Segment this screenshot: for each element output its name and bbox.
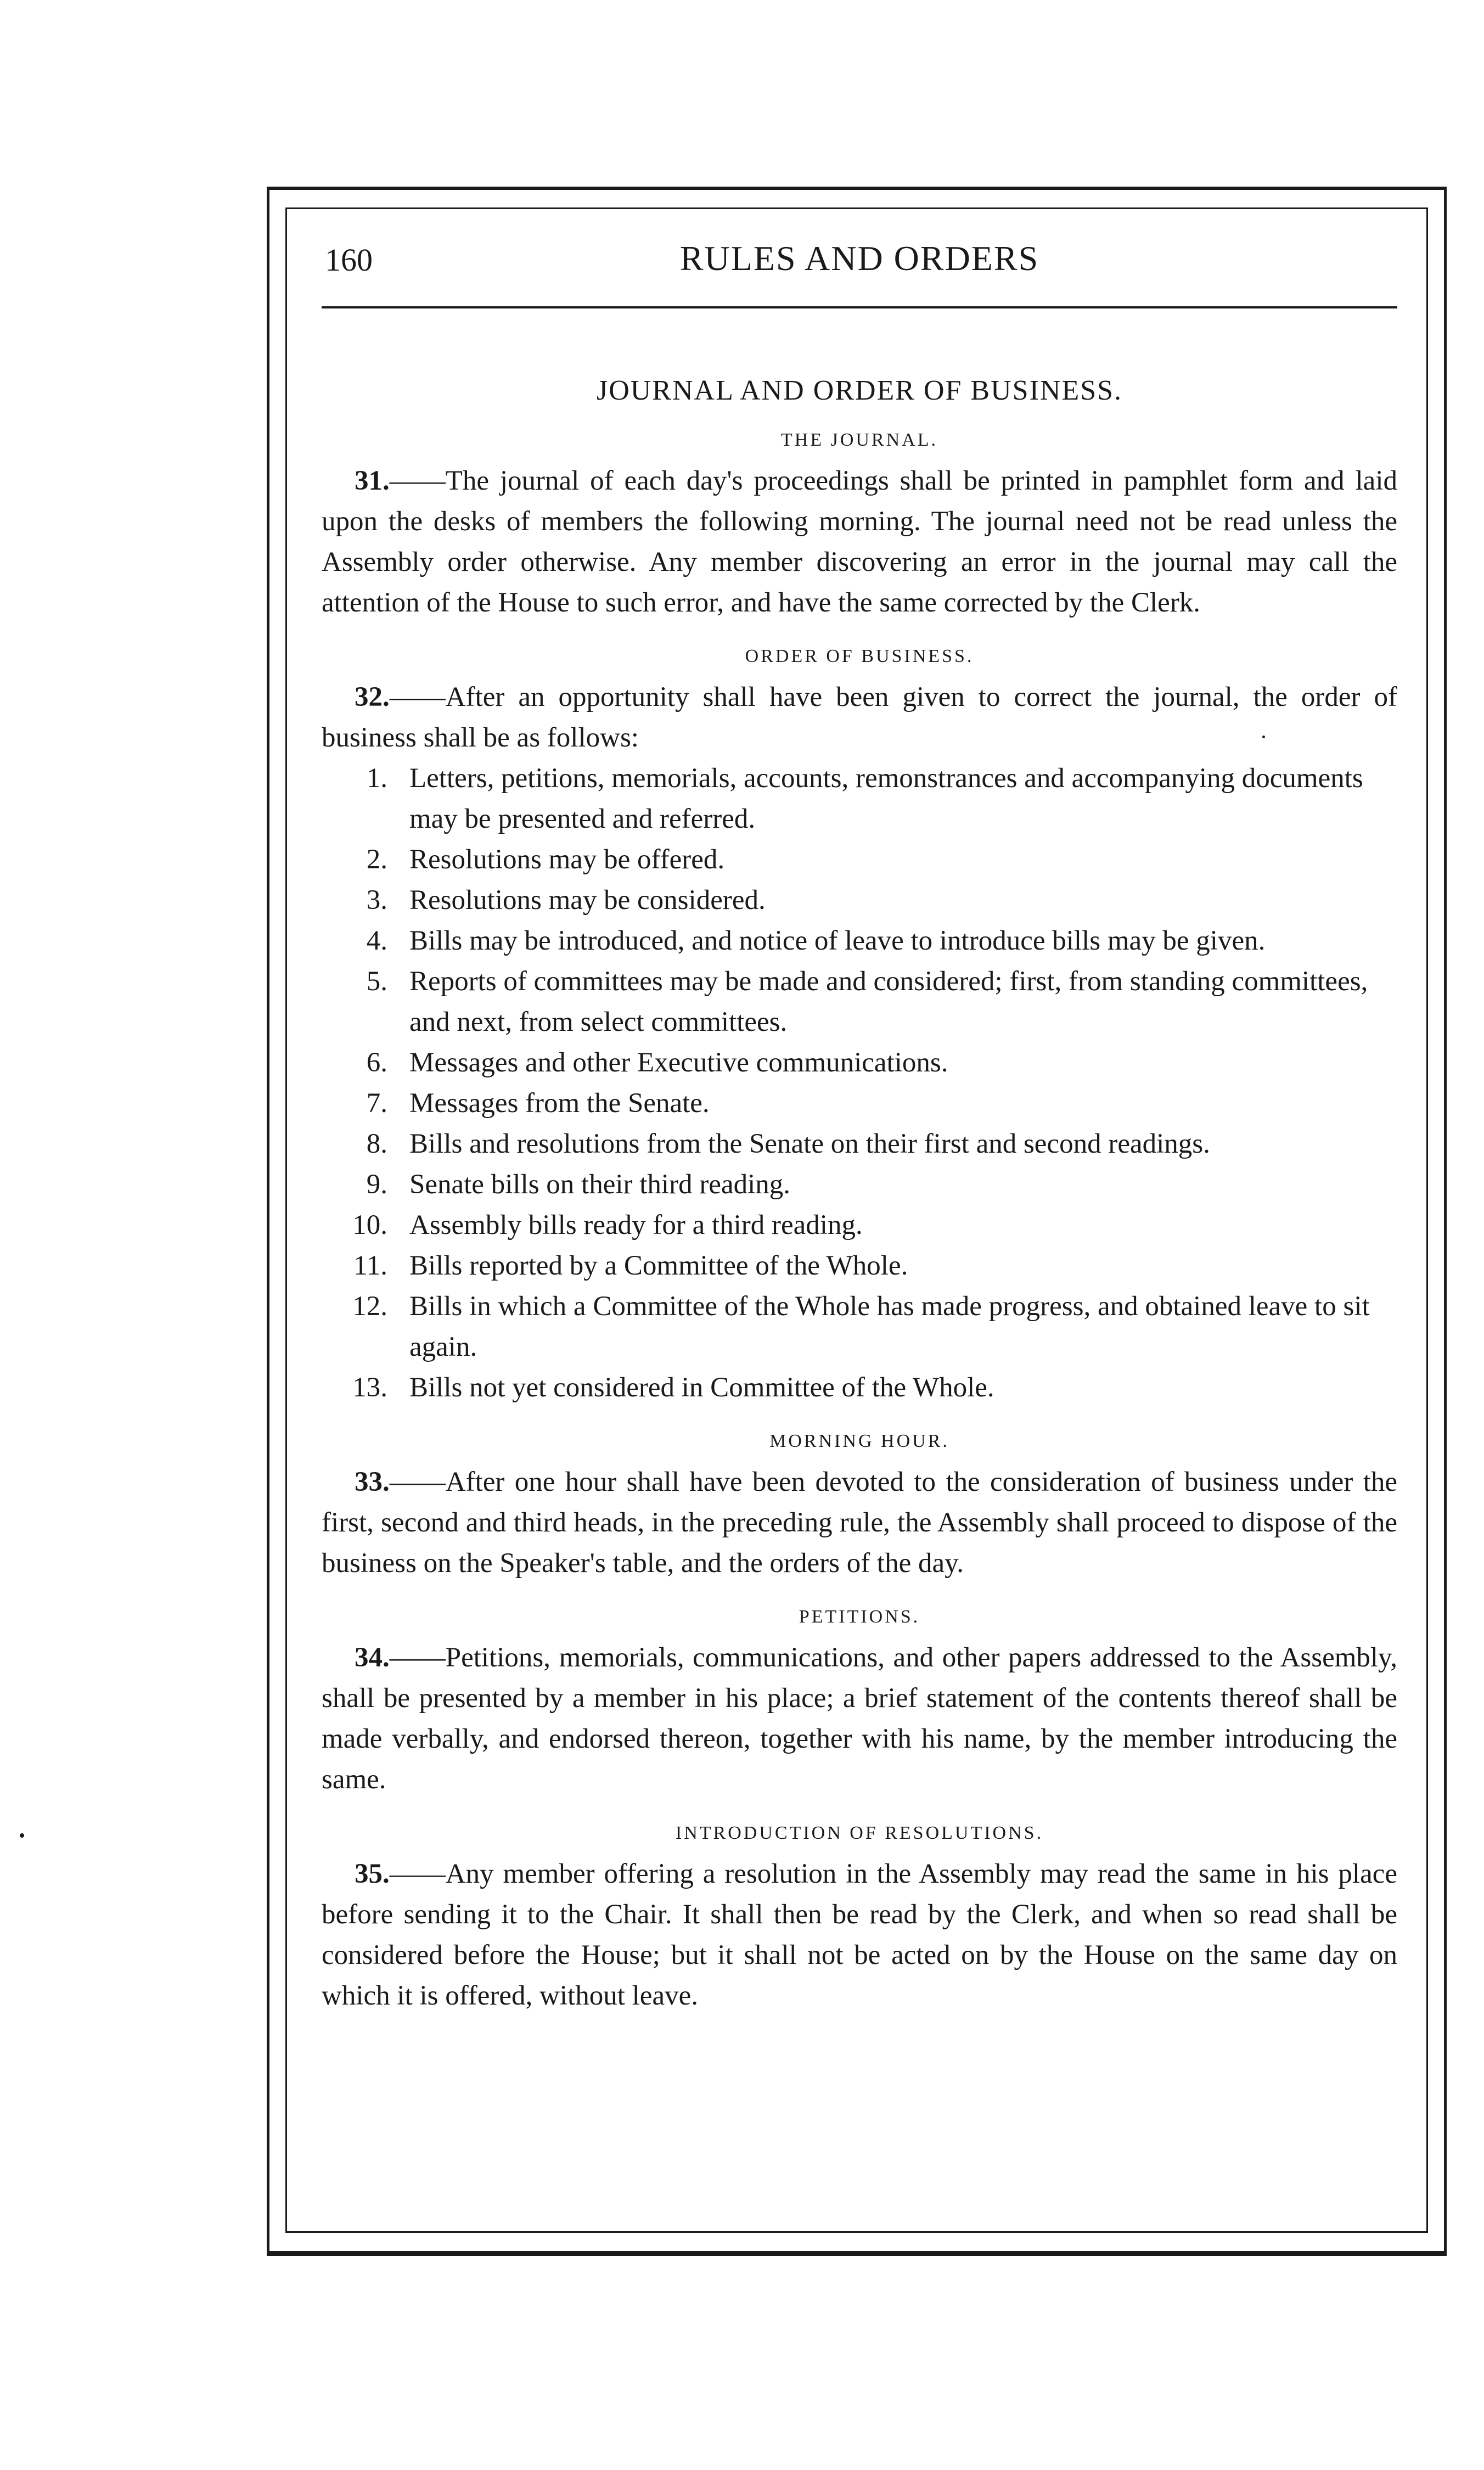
- rule-number: 33.: [355, 1467, 390, 1497]
- list-item-text: Bills not yet considered in Committee of the Whole.: [409, 1372, 994, 1403]
- list-item-number: 7.: [366, 1088, 387, 1119]
- list-item: [322, 1245, 1397, 1286]
- running-head: [322, 231, 1397, 291]
- rule-text: ——Petitions, memorials, communications, and other papers addressed to the Assembly, shall be presented by a member in his place; a brief statement of the contents thereof shall be made verbally, and endorsed thereon, together with his name, by the member introducing the same.: [322, 1642, 1397, 1795]
- list-item-number: 12.: [352, 1291, 387, 1322]
- list-item-number: 11.: [353, 1250, 387, 1281]
- header-rule: [322, 306, 1397, 308]
- list-item-number: 5.: [366, 966, 387, 997]
- page-content: [322, 231, 1397, 2016]
- rule-34: [322, 1637, 1397, 1800]
- section-title: JOURNAL AND ORDER OF BUSINESS.: [596, 375, 1123, 406]
- rule-35: [322, 1854, 1397, 2016]
- page-number: 160: [325, 242, 373, 278]
- rule-text: ——After an opportunity shall have been given to correct the journal, the order of business shall be as follows:: [322, 682, 1397, 753]
- list-item-number: 6.: [366, 1047, 387, 1078]
- rule-31: [322, 461, 1397, 623]
- list-item-number: 2.: [366, 844, 387, 875]
- list-item-number: 1.: [366, 763, 387, 794]
- rule-33: [322, 1462, 1397, 1584]
- list-item-number: 9.: [366, 1169, 387, 1200]
- list-item-text: Messages and other Executive communications.: [409, 1047, 948, 1078]
- list-item: [322, 1124, 1397, 1164]
- margin-speck: [20, 1833, 24, 1838]
- list-item-text: Messages from the Senate.: [409, 1088, 710, 1119]
- rule-32: [322, 677, 1397, 758]
- list-item-text: Assembly bills ready for a third reading.: [409, 1210, 863, 1240]
- rule-text: ——The journal of each day's proceedings shall be printed in pamphlet form and laid upon the desks of members the following morning. The journal need not be read unless the Assembly order otherwise. Any member discovering an error in the journal may call the attention of the House to such error, and have the same corrected by the Clerk.: [322, 465, 1397, 618]
- list-item-text: Bills in which a Committee of the Whole has made progress, and obtained leave to sit again.: [409, 1291, 1370, 1362]
- list-item-number: 4.: [366, 925, 387, 956]
- rule-number: 31.: [355, 465, 390, 496]
- list-item: [322, 1042, 1397, 1083]
- list-item: [322, 1164, 1397, 1205]
- list-item-text: Bills and resolutions from the Senate on their first and second readings.: [409, 1129, 1210, 1159]
- list-item-text: Senate bills on their third reading.: [409, 1169, 791, 1200]
- list-item: [322, 1286, 1397, 1367]
- running-title: RULES AND ORDERS: [679, 239, 1039, 278]
- rule-number: 35.: [355, 1859, 390, 1889]
- rule-number: 32.: [355, 682, 390, 712]
- list-item-number: 13.: [352, 1372, 387, 1403]
- list-item-text: Bills reported by a Committee of the Whole.: [409, 1250, 908, 1281]
- subhead-introduction-of-resolutions: INTRODUCTION OF RESOLUTIONS.: [675, 1823, 1044, 1843]
- list-item-text: Bills may be introduced, and notice of leave to introduce bills may be given.: [409, 925, 1266, 956]
- list-item-number: 10.: [352, 1210, 387, 1240]
- rule-text: ——Any member offering a resolution in the Assembly may read the same in his place before sending it to the Chair. It shall then be read by the Clerk, and when so read shall be considered before the House; but it shall not be acted on by the House on the same day on which it is offered, without leave.: [322, 1859, 1397, 2011]
- list-item-text: Resolutions may be offered.: [409, 844, 725, 875]
- list-item: [322, 1205, 1397, 1245]
- list-item-text: Letters, petitions, memorials, accounts, remonstrances and accompanying documents may be presented and referred.: [409, 763, 1363, 834]
- margin-speck: [1262, 736, 1265, 738]
- list-item: [322, 920, 1397, 961]
- subhead-the-journal: THE JOURNAL.: [781, 430, 938, 450]
- list-item: [322, 961, 1397, 1042]
- list-item: [322, 758, 1397, 839]
- subhead-petitions: PETITIONS.: [799, 1607, 920, 1627]
- order-of-business-list: [322, 758, 1397, 1408]
- list-item: [322, 1367, 1397, 1408]
- subhead-order-of-business: ORDER OF BUSINESS.: [745, 646, 974, 666]
- subhead-morning-hour: MORNING HOUR.: [769, 1431, 949, 1451]
- list-item-number: 3.: [366, 885, 387, 916]
- rule-number: 34.: [355, 1642, 390, 1673]
- list-item: [322, 1083, 1397, 1124]
- list-item: [322, 880, 1397, 920]
- rule-text: ——After one hour shall have been devoted to the consideration of business under the first, second and third heads, in the preceding rule, the Assembly shall proceed to dispose of the business on the Speaker's table, and the orders of the day.: [322, 1467, 1397, 1579]
- list-item-number: 8.: [366, 1129, 387, 1159]
- list-item-text: Reports of committees may be made and considered; first, from standing committees, and next, from select committees.: [409, 966, 1368, 1037]
- list-item-text: Resolutions may be considered.: [409, 885, 766, 916]
- list-item: [322, 839, 1397, 880]
